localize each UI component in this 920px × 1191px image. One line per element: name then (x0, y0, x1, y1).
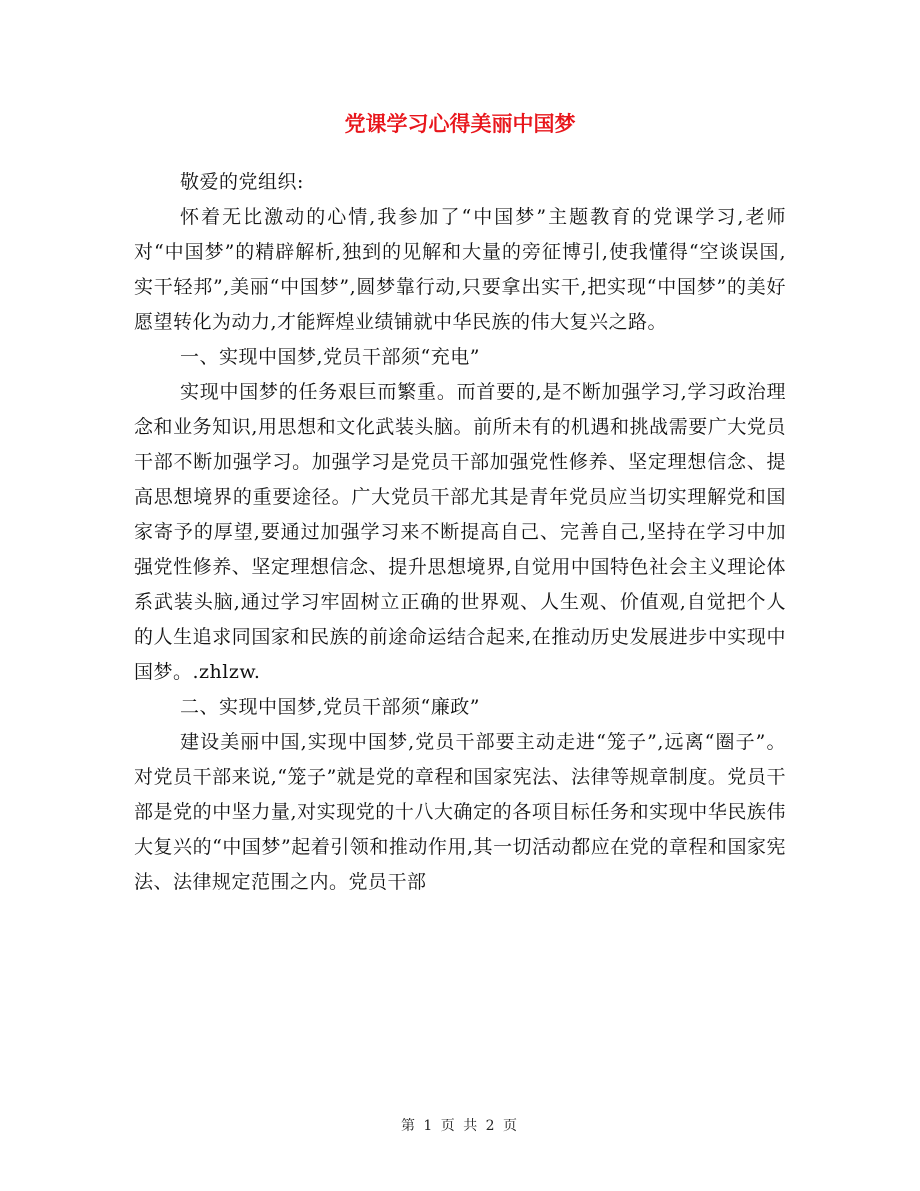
paragraph-section-1: 实现中国梦的任务艰巨而繁重。而首要的,是不断加强学习,学习政治理念和业务知识,用思想和文化武装头脑。前所未有的机遇和挑战需要广大党员干部不断加强学习。加强学习是党员干部加强党性修养、坚定理想信念、提高思想境界的重要途径。广大党员干部尤其是青年党员应当切实理解党和国家寄予的厚望,要通过加强学习来不断提高自己、完善自己,坚持在学习中加强党性修养、坚定理想信念、提升思想境界,自觉用中国特色社会主义理论体系武装头脑,通过学习牢固树立正确的世界观、人生观、价值观,自觉把个人的人生追求同国家和民族的前途命运结合起来,在推动历史发展进步中实现中国梦。.zhlzw. (134, 381, 786, 683)
document-title: 党课学习心得美丽中国梦 (344, 112, 576, 136)
paragraph-intro: 怀着无比激动的心情,我参加了“中国梦”主题教育的党课学习,老师对“中国梦”的精辟解析,独到的见解和大量的旁征博引,使我懂得“空谈误国,实干轻邦”,美丽“中国梦”,圆梦靠行动,只要拿出实干,把实现“中国梦”的美好愿望转化为动力,才能辉煌业绩铺就中华民族的伟大复兴之路。 (134, 206, 786, 333)
document-body (134, 165, 786, 900)
salutation: 敬爱的党组织: (180, 171, 304, 193)
paragraph-section-2: 建设美丽中国,实现中国梦,党员干部要主动走进“笼子”,远离“圈子”。对党员干部来说,“笼子”就是党的章程和国家宪法、法律等规章制度。党员干部是党的中坚力量,对实现党的十八大确定的各项目标任务和实现中华民族伟大复兴的“中国梦”起着引领和推动作用,其一切活动都应在党的章程和国家宪法、法律规定范围之内。党员干部 (134, 731, 786, 893)
page-footer: 第 1 页 共 2 页 (400, 1118, 520, 1134)
section-heading-1: 一、实现中国梦,党员干部须“充电” (180, 346, 480, 368)
section-heading-2: 二、实现中国梦,党员干部须“廉政” (180, 696, 480, 718)
